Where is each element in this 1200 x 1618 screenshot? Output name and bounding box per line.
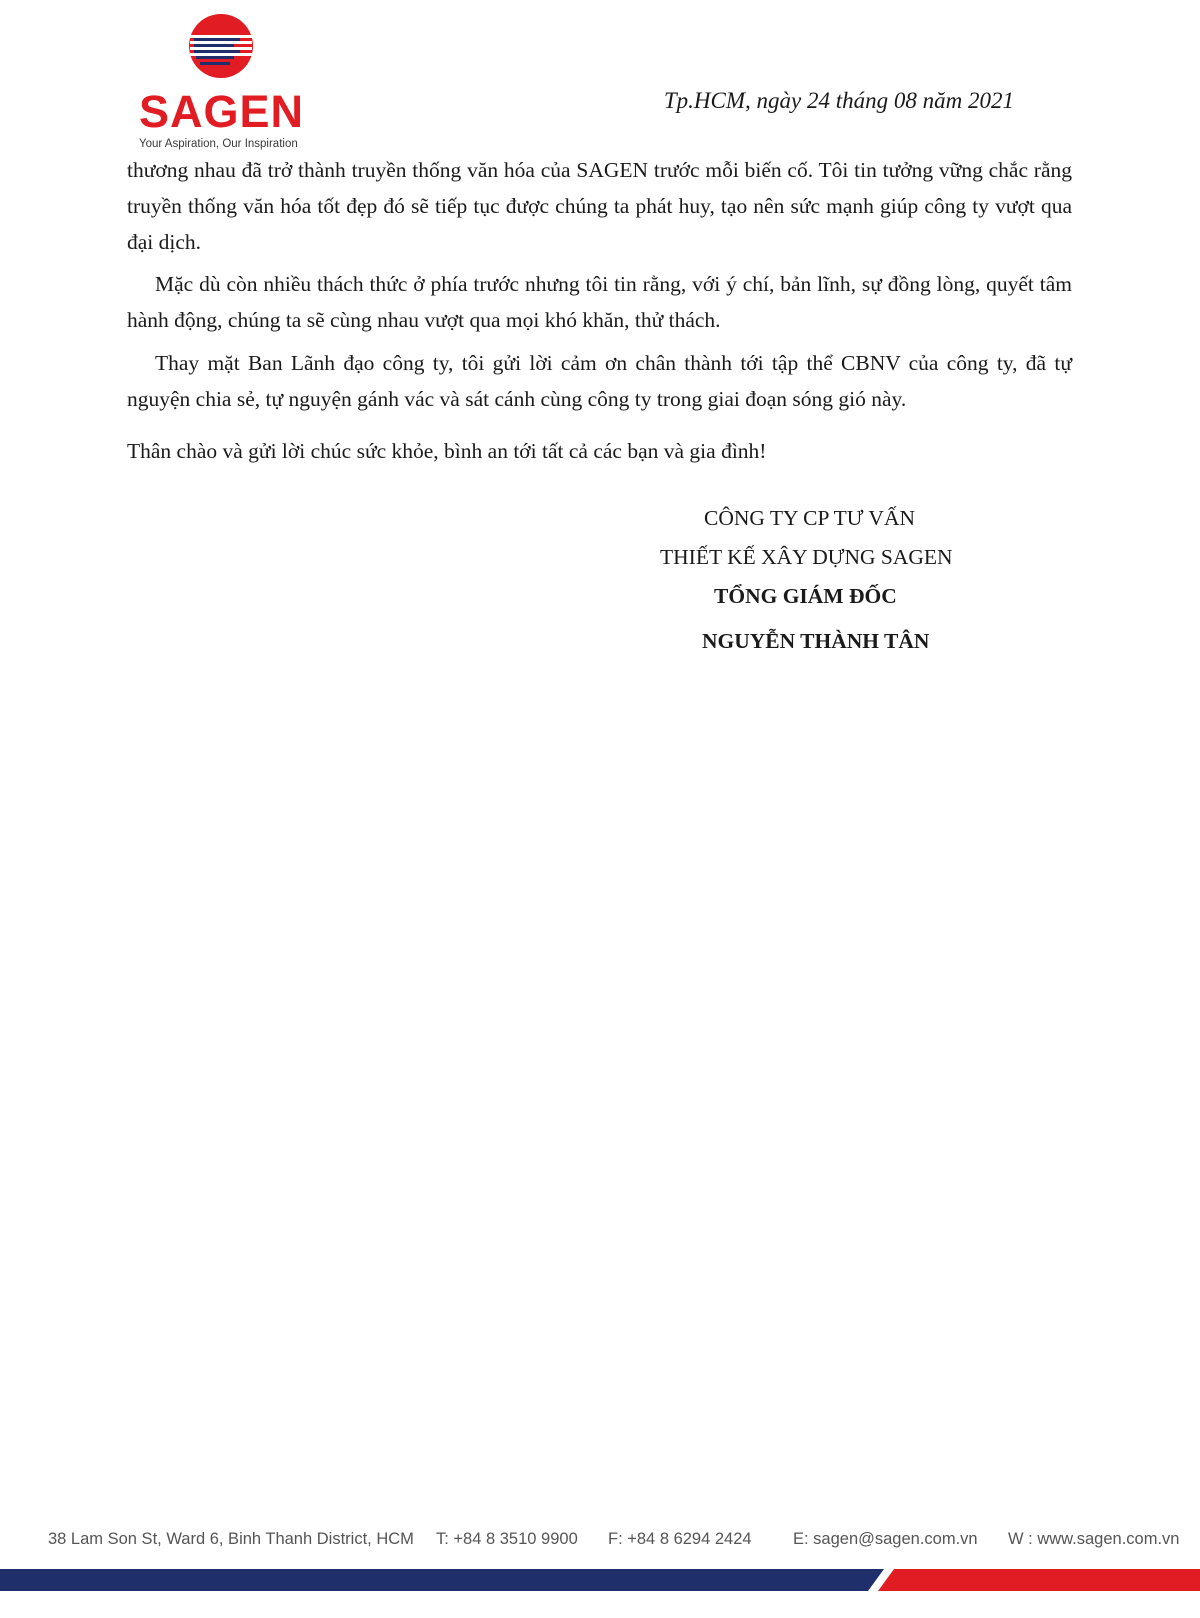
signature-title: TỔNG GIÁM ĐỐC (714, 584, 897, 608)
footer-web: W : www.sagen.com.vn (1008, 1530, 1180, 1548)
signature-company-line1: CÔNG TY CP TƯ VẤN (704, 506, 916, 530)
footer-email: E: sagen@sagen.com.vn (793, 1530, 978, 1548)
signature-name: NGUYỄN THÀNH TÂN (702, 629, 930, 653)
footer-bar-red (878, 1569, 1200, 1591)
paragraph-1: thương nhau đã trở thành truyền thống văn hóa của SAGEN trước mỗi biến cố. Tôi tin tưởng vững chắc rằng truyền thống văn hóa tốt đẹp đó sẽ tiếp tục được chúng ta phát huy, tạo nên sức mạnh giúp công ty vượt qua đại dịch. (127, 158, 1072, 254)
paragraph-3: Thay mặt Ban Lãnh đạo công ty, tôi gửi lời cảm ơn chân thành tới tập thể CBNV của công ty, đã tự nguyện chia sẻ, tự nguyện gánh vác và sát cánh cùng công ty trong giai đoạn sóng gió này. (127, 351, 1072, 411)
signature-company-line2: THIẾT KẾ XÂY DỰNG SAGEN (660, 545, 953, 569)
paragraph-2: Mặc dù còn nhiều thách thức ở phía trước nhưng tôi tin rằng, với ý chí, bản lĩnh, sự đồng lòng, quyết tâm hành động, chúng ta sẽ cùng nhau vượt qua mọi khó khăn, thử thách. (127, 272, 1072, 332)
sagen-logo-mark-icon (188, 8, 254, 84)
paragraph-4: Thân chào và gửi lời chúc sức khỏe, bình an tới tất cả các bạn và gia đình! (127, 439, 767, 463)
footer-contact (48, 1530, 1188, 1554)
footer-color-bar (0, 1569, 1200, 1591)
footer-phone: T: +84 8 3510 9900 (436, 1530, 578, 1548)
footer-address: 38 Lam Son St, Ward 6, Binh Thanh District, HCM (48, 1530, 414, 1548)
logo-wordmark: SAGEN (139, 86, 305, 137)
footer-fax: F: +84 8 6294 2424 (608, 1530, 752, 1548)
company-logo (136, 8, 306, 154)
logo-tagline: Your Aspiration, Our Inspiration (139, 138, 298, 150)
footer-bar-navy (0, 1569, 884, 1591)
date-line: Tp.HCM, ngày 24 tháng 08 năm 2021 (663, 88, 1014, 113)
